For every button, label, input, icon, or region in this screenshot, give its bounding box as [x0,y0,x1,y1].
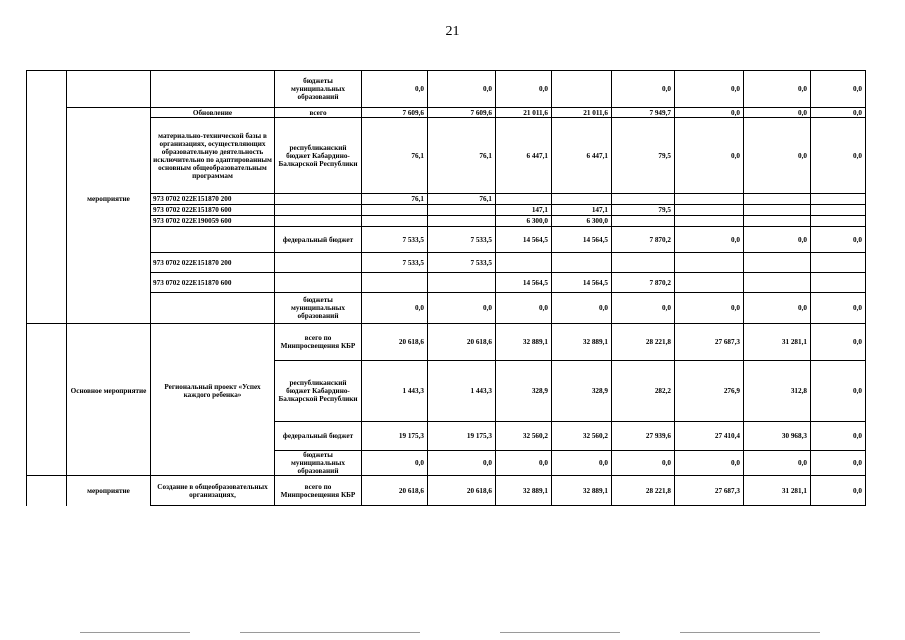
value-cell: 20 618,6 [362,324,428,361]
value-cell: 0,0 [496,71,552,108]
value-cell [744,253,811,273]
funding-source-cell: республиканский бюджет Кабардино-Балкарской Республики [275,118,362,194]
value-cell: 0,0 [744,118,811,194]
value-cell: 6 447,1 [552,118,612,194]
row-number-cell [27,476,67,506]
funding-source-cell: республиканский бюджет Кабардино-Балкарской Республики [275,361,362,422]
value-cell [428,273,496,293]
value-cell: 7 533,5 [428,227,496,253]
value-cell [552,71,612,108]
table-row [27,293,866,324]
item-type-cell [67,451,151,476]
value-cell: 0,0 [744,451,811,476]
item-name-cell [151,71,275,108]
value-cell [552,194,612,205]
value-cell: 7 609,6 [428,108,496,118]
item-type-cell [67,71,151,108]
value-cell: 0,0 [552,451,612,476]
value-cell: 147,1 [496,205,552,216]
value-cell: 27 687,3 [675,324,744,361]
item-name-cell: Региональный проект «Успех каждого ребенка» [151,361,275,422]
value-cell: 20 618,6 [362,476,428,506]
value-cell [744,194,811,205]
value-cell: 6 447,1 [496,118,552,194]
value-cell: 328,9 [552,361,612,422]
item-type-cell: мероприятие [67,476,151,506]
item-name-cell: Обновление [151,108,275,118]
value-cell: 0,0 [552,293,612,324]
value-cell [362,273,428,293]
budget-code-cell: 973 0702 022E151870 600 [151,205,275,216]
value-cell: 0,0 [811,108,866,118]
value-cell [744,216,811,227]
value-cell: 76,1 [428,118,496,194]
value-cell [675,216,744,227]
row-number-cell [27,118,67,194]
value-cell: 0,0 [811,227,866,253]
budget-code-cell: 973 0702 022E151870 600 [151,273,275,293]
table-row [27,476,866,506]
value-cell: 0,0 [612,293,675,324]
value-cell: 14 564,5 [552,273,612,293]
value-cell: 0,0 [362,293,428,324]
value-cell: 0,0 [744,108,811,118]
value-cell: 30 968,3 [744,422,811,451]
value-cell: 7 609,6 [362,108,428,118]
value-cell: 276,9 [675,361,744,422]
page-number: 21 [445,24,460,39]
value-cell: 32 889,1 [552,324,612,361]
value-cell: 76,1 [428,194,496,205]
item-type-cell [67,273,151,293]
value-cell: 0,0 [811,361,866,422]
value-cell: 19 175,3 [428,422,496,451]
table-row [27,422,866,451]
value-cell [496,253,552,273]
value-cell [811,216,866,227]
value-cell [811,205,866,216]
table-row [27,118,866,194]
value-cell: 31 281,1 [744,476,811,506]
value-cell: 27 410,4 [675,422,744,451]
table-row [27,451,866,476]
value-cell: 0,0 [811,422,866,451]
item-name-cell: Создание в общеобразовательных организациях, [151,476,275,506]
value-cell: 21 011,6 [552,108,612,118]
value-cell: 27 687,3 [675,476,744,506]
row-number-cell [27,361,67,422]
value-cell [552,253,612,273]
value-cell [428,216,496,227]
value-cell: 14 564,5 [552,227,612,253]
value-cell: 1 443,3 [362,361,428,422]
budget-table [26,70,866,506]
value-cell [811,253,866,273]
table-row [27,361,866,422]
scan-artifact-line [500,632,620,633]
value-cell [744,205,811,216]
value-cell: 28 221,8 [612,324,675,361]
item-type-cell [67,227,151,253]
value-cell: 19 175,3 [362,422,428,451]
value-cell [811,194,866,205]
table-row [27,71,866,108]
value-cell: 7 533,5 [428,253,496,273]
value-cell: 0,0 [675,451,744,476]
funding-source-cell [275,273,362,293]
table-row [27,108,866,118]
table-row [27,253,866,273]
table-row [27,324,866,361]
value-cell: 20 618,6 [428,476,496,506]
value-cell [744,273,811,293]
funding-source-cell: всего по Минпросвещения КБР [275,476,362,506]
value-cell: 14 564,5 [496,227,552,253]
value-cell: 79,5 [612,205,675,216]
value-cell: 0,0 [675,227,744,253]
row-number-cell [27,194,67,205]
value-cell: 0,0 [744,227,811,253]
value-cell: 76,1 [362,118,428,194]
value-cell: 1 443,3 [428,361,496,422]
row-number-cell [27,422,67,451]
table-row [27,273,866,293]
row-number-cell [27,216,67,227]
row-number-cell [27,227,67,253]
funding-source-cell [275,194,362,205]
item-name-cell [151,227,275,253]
value-cell: 14 564,5 [496,273,552,293]
row-number-cell [27,293,67,324]
item-type-cell [67,293,151,324]
value-cell: 79,5 [612,118,675,194]
value-cell: 0,0 [811,293,866,324]
item-type-cell [67,324,151,361]
value-cell: 31 281,1 [744,324,811,361]
item-type-cell: мероприятие [67,194,151,205]
table-body [27,71,866,506]
value-cell: 7 949,7 [612,108,675,118]
value-cell: 0,0 [675,293,744,324]
value-cell: 0,0 [496,293,552,324]
value-cell [612,194,675,205]
value-cell: 7 870,2 [612,273,675,293]
value-cell: 282,2 [612,361,675,422]
value-cell: 0,0 [675,118,744,194]
value-cell [811,273,866,293]
budget-code-cell: 973 0702 022E190059 600 [151,216,275,227]
budget-code-cell: 973 0702 022E151870 200 [151,253,275,273]
row-number-cell [27,324,67,361]
value-cell: 0,0 [675,71,744,108]
funding-source-cell: бюджеты муниципальных образований [275,451,362,476]
table-row [27,227,866,253]
scan-artifact-line [240,632,420,633]
value-cell [428,205,496,216]
value-cell: 6 300,0 [552,216,612,227]
value-cell: 0,0 [744,293,811,324]
value-cell: 328,9 [496,361,552,422]
row-number-cell [27,451,67,476]
value-cell: 0,0 [428,71,496,108]
value-cell: 6 300,0 [496,216,552,227]
value-cell: 32 560,2 [496,422,552,451]
value-cell: 0,0 [362,451,428,476]
item-type-cell [67,108,151,118]
item-type-cell [67,216,151,227]
item-type-cell [67,205,151,216]
value-cell: 0,0 [612,71,675,108]
funding-source-cell [275,253,362,273]
table-row [27,205,866,216]
funding-source-cell [275,216,362,227]
value-cell: 7 533,5 [362,227,428,253]
funding-source-cell: федеральный бюджет [275,422,362,451]
item-name-cell [151,324,275,361]
value-cell: 32 560,2 [552,422,612,451]
item-type-cell [67,118,151,194]
value-cell: 0,0 [811,324,866,361]
value-cell: 0,0 [496,451,552,476]
value-cell: 0,0 [428,293,496,324]
value-cell: 147,1 [552,205,612,216]
value-cell: 28 221,8 [612,476,675,506]
value-cell: 27 939,6 [612,422,675,451]
value-cell: 312,8 [744,361,811,422]
row-number-cell [27,71,67,108]
value-cell: 20 618,6 [428,324,496,361]
table-row [27,216,866,227]
table-row [27,194,866,205]
item-name-cell: материально-технической базы в организациях, осуществляющих образовательную деятельность исключительно по адаптированным основным общеобразовательным программам [151,118,275,194]
row-number-cell [27,108,67,118]
value-cell: 32 889,1 [496,476,552,506]
funding-source-cell [275,205,362,216]
scan-artifact-line [80,632,190,633]
budget-code-cell: 973 0702 022E151870 200 [151,194,275,205]
value-cell: 0,0 [811,451,866,476]
value-cell: 7 533,5 [362,253,428,273]
funding-source-cell: федеральный бюджет [275,227,362,253]
item-type-cell [67,253,151,273]
value-cell: 0,0 [428,451,496,476]
funding-source-cell: всего [275,108,362,118]
item-type-cell: Основное мероприятие [67,361,151,422]
funding-source-cell: бюджеты муниципальных образований [275,293,362,324]
value-cell: 32 889,1 [496,324,552,361]
row-number-cell [27,253,67,273]
value-cell: 32 889,1 [552,476,612,506]
value-cell: 76,1 [362,194,428,205]
value-cell: 0,0 [811,71,866,108]
item-type-cell [67,422,151,451]
value-cell [612,216,675,227]
value-cell: 7 870,2 [612,227,675,253]
value-cell: 0,0 [362,71,428,108]
item-name-cell [151,422,275,451]
value-cell: 0,0 [612,451,675,476]
row-number-cell [27,273,67,293]
value-cell: 0,0 [811,118,866,194]
value-cell [612,253,675,273]
item-name-cell [151,293,275,324]
item-name-cell [151,451,275,476]
row-number-cell [27,205,67,216]
funding-source-cell: бюджеты муниципальных образований [275,71,362,108]
value-cell: 21 011,6 [496,108,552,118]
value-cell [675,205,744,216]
value-cell [362,205,428,216]
value-cell [675,194,744,205]
value-cell [675,273,744,293]
funding-source-cell: всего по Минпросвещения КБР [275,324,362,361]
value-cell: 0,0 [744,71,811,108]
value-cell: 0,0 [675,108,744,118]
value-cell [362,216,428,227]
value-cell [675,253,744,273]
value-cell [496,194,552,205]
scan-artifact-line [680,632,820,633]
value-cell: 0,0 [811,476,866,506]
